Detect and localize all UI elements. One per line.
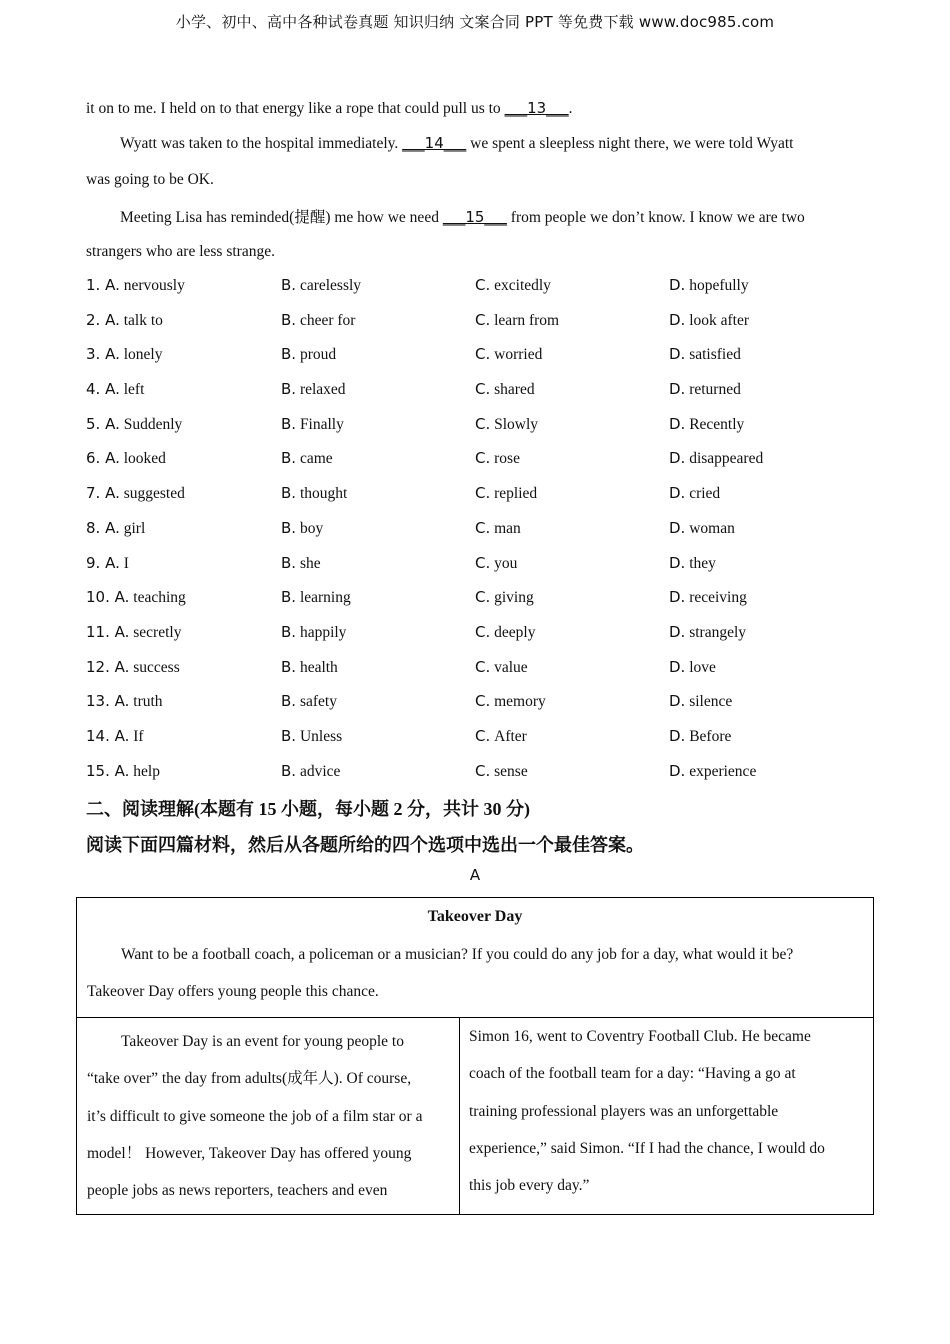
option-label: D. bbox=[669, 345, 686, 364]
option-text: Slowly bbox=[494, 415, 539, 433]
option-choice bbox=[86, 519, 145, 538]
option-text: safety bbox=[299, 693, 337, 711]
option-choice bbox=[86, 762, 160, 781]
option-choice bbox=[669, 519, 735, 538]
option-text: teaching bbox=[133, 589, 186, 607]
option-label: D. bbox=[669, 726, 686, 745]
option-text: suggested bbox=[123, 485, 185, 503]
option-choice bbox=[669, 623, 746, 642]
option-choice bbox=[86, 449, 166, 468]
option-text: Before bbox=[689, 727, 732, 745]
option-label: B. bbox=[281, 518, 297, 537]
option-text: experience bbox=[689, 762, 757, 780]
option-text: talk to bbox=[123, 311, 163, 329]
option-label: C. bbox=[475, 692, 491, 711]
option-text: disappeared bbox=[689, 450, 764, 468]
option-choice bbox=[669, 762, 756, 781]
option-choice bbox=[281, 588, 351, 607]
option-label: D. bbox=[669, 588, 686, 607]
option-label: D. bbox=[669, 414, 686, 433]
option-row bbox=[86, 449, 886, 484]
option-choice bbox=[86, 554, 129, 573]
page-header: 小学、初中、高中各种试卷真题 知识归纳 文案合同 PPT 等免费下载 www.doc985.com bbox=[175, 13, 775, 31]
option-choice bbox=[281, 345, 336, 364]
option-text: Recently bbox=[689, 415, 745, 433]
option-label: D. bbox=[669, 276, 686, 294]
option-row bbox=[86, 658, 886, 693]
option-text: thought bbox=[299, 485, 348, 503]
option-text: health bbox=[299, 658, 338, 676]
option-text: deeply bbox=[494, 623, 536, 641]
option-label: 12. A. bbox=[86, 657, 130, 676]
option-row bbox=[86, 727, 886, 762]
option-choice bbox=[281, 727, 342, 746]
option-text: proud bbox=[299, 346, 337, 364]
cell-line: this job every day.” bbox=[469, 1177, 590, 1195]
option-choice bbox=[86, 727, 144, 746]
cell-line: “take over” the day from adults(成年人). Of course, bbox=[87, 1070, 412, 1088]
option-row bbox=[86, 588, 886, 623]
option-text: learn from bbox=[494, 311, 560, 329]
option-text: woman bbox=[689, 519, 735, 537]
option-text: success bbox=[133, 658, 180, 676]
table-title: Takeover Day bbox=[427, 908, 523, 925]
option-row bbox=[86, 276, 886, 311]
option-text: looked bbox=[123, 450, 166, 468]
option-label: B. bbox=[281, 310, 297, 329]
blank-14: ___14___ bbox=[402, 134, 467, 152]
option-text: carelessly bbox=[299, 277, 362, 294]
option-choice bbox=[475, 692, 546, 711]
option-choice bbox=[281, 484, 347, 503]
option-choice bbox=[86, 311, 163, 330]
option-label: C. bbox=[475, 518, 491, 537]
option-choice bbox=[281, 519, 323, 538]
option-choice bbox=[669, 415, 744, 434]
option-label: 3. A. bbox=[86, 345, 120, 364]
option-text: love bbox=[689, 658, 716, 676]
passage-paragraph: it on to me. I held on to that energy like a rope that could pull us to ___13___. bbox=[86, 99, 573, 117]
option-choice bbox=[475, 449, 520, 468]
option-text: shared bbox=[494, 381, 535, 399]
option-label: B. bbox=[281, 449, 297, 468]
section-instruction: 阅读下面四篇材料，然后从各题所给的四个选项中选出一个最佳答案。 bbox=[86, 835, 644, 855]
option-choice bbox=[281, 449, 333, 468]
cell-line: coach of the football team for a day: “Having a go at bbox=[469, 1065, 796, 1083]
option-label: C. bbox=[475, 588, 491, 607]
option-text: came bbox=[299, 450, 333, 468]
option-label: 2. A. bbox=[86, 310, 120, 329]
cell-line: experience,” said Simon. “If I had the chance, I would do bbox=[469, 1139, 825, 1157]
option-choice bbox=[475, 623, 535, 642]
option-text: Suddenly bbox=[123, 415, 183, 433]
cell-line: it’s difficult to give someone the job of a film star or a bbox=[87, 1107, 423, 1125]
option-choice bbox=[281, 311, 355, 330]
option-label: 13. A. bbox=[86, 692, 130, 711]
option-choice bbox=[281, 762, 340, 781]
option-label: B. bbox=[281, 657, 297, 676]
option-label: D. bbox=[669, 622, 686, 641]
option-text: nervously bbox=[123, 277, 185, 294]
option-label: C. bbox=[475, 414, 491, 433]
option-label: D. bbox=[669, 553, 686, 572]
option-text: strangely bbox=[689, 623, 747, 641]
option-choice bbox=[475, 380, 535, 399]
option-choice bbox=[475, 484, 537, 503]
option-text: memory bbox=[494, 693, 546, 711]
passage-line: was going to be OK. bbox=[86, 171, 214, 188]
option-label: C. bbox=[475, 657, 491, 676]
option-choice bbox=[86, 484, 185, 503]
option-choice bbox=[281, 554, 321, 573]
option-label: 14. A. bbox=[86, 726, 130, 745]
option-text: silence bbox=[689, 693, 733, 711]
option-choice bbox=[281, 658, 338, 677]
table-intro: Want to be a football coach, a policeman or a musician? If you could do any job for a day, what would it be? Takeover Day offers young people this chance. bbox=[87, 946, 794, 1000]
option-label: 5. A. bbox=[86, 414, 120, 433]
option-text: I bbox=[123, 554, 129, 572]
option-label: 6. A. bbox=[86, 449, 120, 468]
option-label: D. bbox=[669, 380, 686, 399]
option-label: C. bbox=[475, 380, 491, 399]
option-label: B. bbox=[281, 414, 297, 433]
option-choice bbox=[669, 449, 763, 468]
right-cell-text bbox=[469, 1018, 869, 1204]
option-text: girl bbox=[123, 519, 146, 537]
option-row bbox=[86, 345, 886, 380]
option-choice bbox=[475, 345, 542, 364]
section-title: 二、阅读理解(本题有 15 小题，每小题 2 分，共计 30 分) bbox=[86, 799, 530, 819]
option-choice bbox=[281, 692, 337, 711]
option-label: D. bbox=[669, 692, 686, 711]
option-label: B. bbox=[281, 276, 297, 294]
option-choice bbox=[281, 380, 346, 399]
option-choice bbox=[669, 380, 741, 399]
option-text: look after bbox=[689, 311, 750, 329]
option-choice bbox=[475, 276, 551, 295]
option-text: relaxed bbox=[299, 381, 346, 399]
option-choice bbox=[281, 276, 361, 295]
option-text: sense bbox=[494, 762, 528, 780]
option-text: If bbox=[133, 727, 144, 745]
option-choice bbox=[281, 415, 344, 434]
option-row bbox=[86, 762, 886, 797]
option-text: advice bbox=[299, 762, 341, 780]
option-row bbox=[86, 311, 886, 346]
option-row bbox=[86, 415, 886, 450]
takeover-table bbox=[76, 897, 874, 1215]
option-label: B. bbox=[281, 380, 297, 399]
options-list bbox=[86, 276, 886, 796]
option-choice bbox=[475, 588, 534, 607]
option-text: receiving bbox=[689, 589, 747, 607]
option-label: B. bbox=[281, 726, 297, 745]
option-label: B. bbox=[281, 345, 297, 364]
option-label: 4. A. bbox=[86, 380, 120, 399]
option-text: boy bbox=[299, 519, 324, 537]
option-choice bbox=[86, 588, 186, 607]
option-choice bbox=[475, 658, 528, 677]
option-text: secretly bbox=[133, 623, 182, 641]
option-text: man bbox=[494, 519, 521, 537]
option-choice bbox=[669, 727, 731, 746]
option-text: she bbox=[299, 554, 321, 572]
option-row bbox=[86, 692, 886, 727]
option-text: happily bbox=[299, 623, 347, 641]
option-choice bbox=[669, 658, 716, 677]
option-text: Finally bbox=[299, 415, 344, 433]
option-label: D. bbox=[669, 310, 686, 329]
option-label: D. bbox=[669, 761, 686, 780]
option-label: B. bbox=[281, 484, 297, 503]
option-choice bbox=[669, 588, 747, 607]
option-choice bbox=[475, 415, 538, 434]
option-text: returned bbox=[689, 381, 741, 399]
cell-line: model！ However, Takeover Day has offered young bbox=[87, 1144, 412, 1162]
option-label: C. bbox=[475, 726, 491, 745]
option-choice bbox=[475, 519, 521, 538]
option-choice bbox=[669, 554, 716, 573]
option-choice bbox=[86, 276, 185, 295]
option-label: D. bbox=[669, 484, 686, 503]
option-choice bbox=[475, 554, 517, 573]
option-label: B. bbox=[281, 553, 297, 572]
option-label: 1. A. bbox=[86, 276, 120, 294]
blank-15: ___15___ bbox=[442, 208, 507, 226]
option-label: 7. A. bbox=[86, 484, 120, 503]
option-label: C. bbox=[475, 449, 491, 468]
option-choice bbox=[475, 311, 559, 330]
option-label: C. bbox=[475, 553, 491, 572]
option-choice bbox=[475, 762, 528, 781]
option-text: worried bbox=[494, 346, 543, 364]
option-text: help bbox=[133, 762, 160, 780]
table-right-cell bbox=[460, 1018, 873, 1214]
option-label: 9. A. bbox=[86, 553, 120, 572]
option-choice bbox=[669, 276, 749, 295]
option-choice bbox=[669, 345, 741, 364]
option-text: replied bbox=[494, 485, 538, 503]
option-choice bbox=[86, 692, 163, 711]
passage-line: strangers who are less strange. bbox=[86, 243, 275, 260]
part-label: A bbox=[469, 866, 481, 884]
option-label: C. bbox=[475, 310, 491, 329]
option-label: C. bbox=[475, 761, 491, 780]
option-text: lonely bbox=[123, 346, 163, 364]
option-label: B. bbox=[281, 692, 297, 711]
option-label: D. bbox=[669, 518, 686, 537]
blank-13: ___13___ bbox=[504, 99, 569, 117]
option-text: hopefully bbox=[689, 277, 749, 294]
option-label: D. bbox=[669, 657, 686, 676]
cell-line: training professional players was an unforgettable bbox=[469, 1102, 779, 1120]
cell-line: Takeover Day is an event for young people to bbox=[121, 1033, 404, 1050]
option-choice bbox=[86, 658, 180, 677]
option-text: rose bbox=[494, 450, 520, 468]
table-header-cell bbox=[77, 898, 873, 1018]
passage-paragraph: Meeting Lisa has reminded(提醒) me how we need ___15___ from people we don’t know. I know we are two bbox=[120, 208, 805, 226]
cell-line: people jobs as news reporters, teachers and even bbox=[87, 1182, 388, 1200]
option-label: C. bbox=[475, 276, 491, 294]
option-label: 11. A. bbox=[86, 622, 130, 641]
option-choice bbox=[669, 692, 732, 711]
option-choice bbox=[86, 415, 182, 434]
option-text: After bbox=[494, 727, 527, 745]
option-choice bbox=[475, 727, 527, 746]
option-label: 8. A. bbox=[86, 518, 120, 537]
option-text: learning bbox=[299, 589, 351, 607]
option-label: C. bbox=[475, 622, 491, 641]
option-text: satisfied bbox=[689, 346, 741, 364]
option-row bbox=[86, 519, 886, 554]
option-choice bbox=[669, 311, 749, 330]
option-label: 15. A. bbox=[86, 761, 130, 780]
left-cell-text bbox=[87, 1023, 457, 1209]
option-choice bbox=[86, 623, 181, 642]
option-row bbox=[86, 554, 886, 589]
option-choice bbox=[86, 345, 162, 364]
option-text: Unless bbox=[299, 727, 343, 745]
option-text: you bbox=[494, 554, 518, 572]
option-text: left bbox=[123, 381, 145, 399]
option-label: B. bbox=[281, 761, 297, 780]
option-label: D. bbox=[669, 449, 686, 468]
option-text: cried bbox=[689, 485, 721, 503]
option-row bbox=[86, 380, 886, 415]
option-text: they bbox=[689, 554, 716, 572]
option-choice bbox=[281, 623, 346, 642]
option-text: value bbox=[494, 658, 528, 676]
option-label: C. bbox=[475, 484, 491, 503]
option-text: cheer for bbox=[299, 311, 356, 329]
table-left-cell bbox=[77, 1018, 460, 1214]
option-label: C. bbox=[475, 345, 491, 364]
option-text: truth bbox=[133, 693, 163, 711]
option-row bbox=[86, 484, 886, 519]
option-choice bbox=[669, 484, 720, 503]
option-label: B. bbox=[281, 588, 297, 607]
option-row bbox=[86, 623, 886, 658]
cell-line: Simon 16, went to Coventry Football Club. He became bbox=[469, 1028, 811, 1045]
option-text: excitedly bbox=[494, 277, 551, 294]
passage-paragraph: Wyatt was taken to the hospital immediately. ___14___ we spent a sleepless night there, we were told Wyatt bbox=[120, 134, 794, 152]
option-choice bbox=[86, 380, 144, 399]
option-label: 10. A. bbox=[86, 588, 130, 607]
option-text: giving bbox=[494, 589, 534, 607]
option-label: B. bbox=[281, 622, 297, 641]
